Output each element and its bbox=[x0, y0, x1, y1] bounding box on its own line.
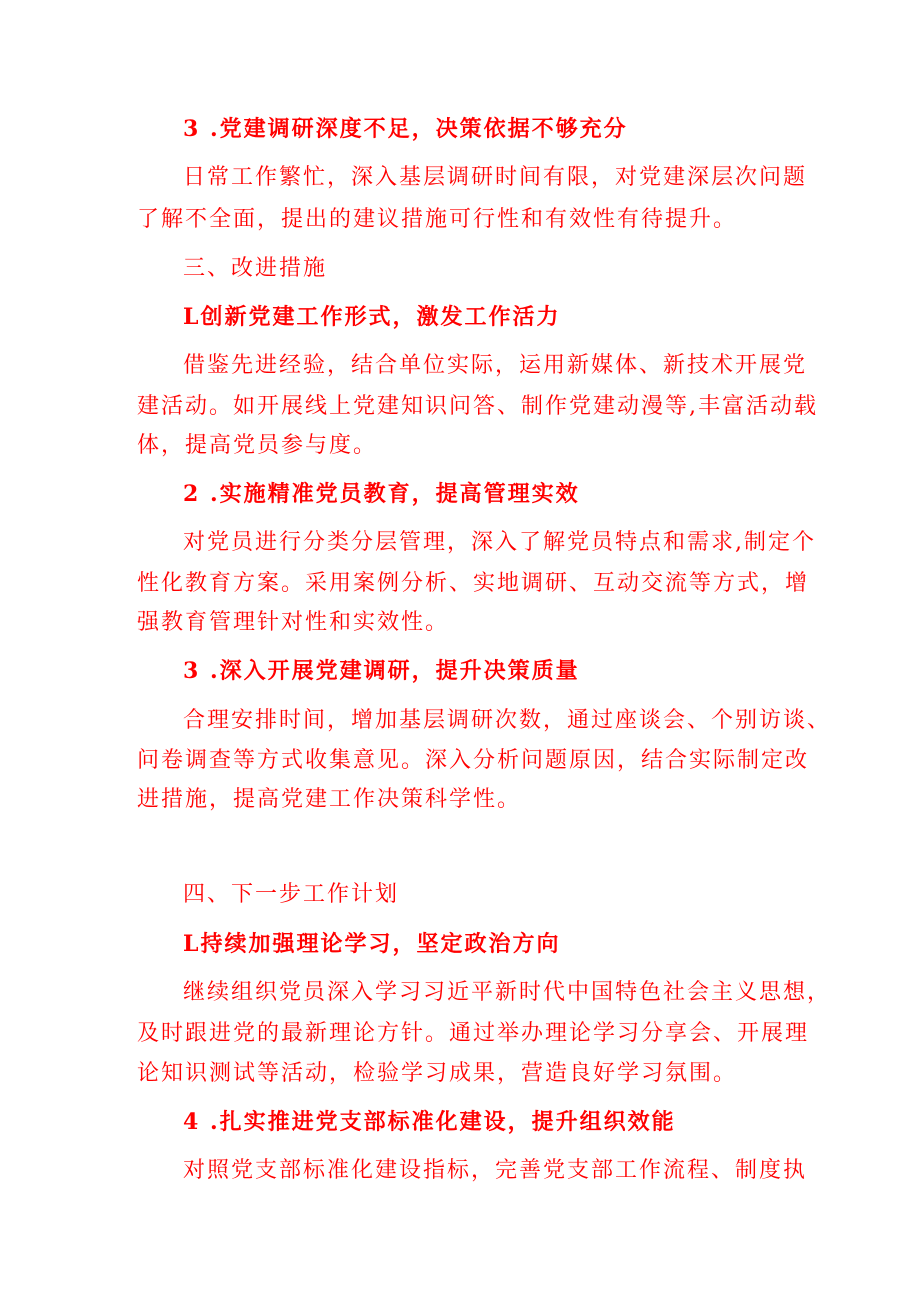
paragraph-line: 强教育管理针对性和实效性。 bbox=[137, 610, 450, 635]
paragraph-line: 对照党支部标准化建设指标，完善党支部工作流程、制度执 bbox=[183, 1158, 808, 1183]
paragraph-line: 及时跟进党的最新理论方针。通过举办理论学习分享会、开展理 bbox=[137, 1021, 810, 1046]
paragraph-line: 继续组织党员深入学习习近平新时代中国特色社会主义思想， bbox=[183, 980, 832, 1005]
paragraph-line: 了解不全面，提出的建议措施可行性和有效性有待提升。 bbox=[137, 207, 738, 232]
paragraph-line: 论知识测试等活动，检验学习成果，营造良好学习氛围。 bbox=[137, 1061, 738, 1086]
paragraph-line: 进措施，提高党建工作决策科学性。 bbox=[137, 787, 522, 812]
section-heading-4: 四、下一步工作计划 bbox=[183, 882, 400, 907]
heading-4-standardization: 4 .扎实推进党支部标准化建设，提升组织效能 bbox=[183, 1109, 676, 1135]
paragraph-line: 性化教育方案。采用案例分析、实地调研、互动交流等方式，增 bbox=[137, 571, 810, 596]
paragraph-line: 建活动。如开展线上党建知识问答、制作党建动漫等,丰富活动载 bbox=[137, 394, 818, 419]
paragraph-line: 日常工作繁忙，深入基层调研时间有限，对党建深层次问题 bbox=[183, 165, 808, 190]
paragraph-line: 合理安排时间，增加基层调研次数，通过座谈会、个别访谈、 bbox=[183, 708, 832, 733]
paragraph-line: 对党员进行分类分层管理，深入了解党员特点和需求,制定个 bbox=[183, 530, 816, 555]
heading-3-survey: 3 .深入开展党建调研，提升决策质量 bbox=[183, 658, 580, 684]
paragraph-line: 借鉴先进经验，结合单位实际，运用新媒体、新技术开展党 bbox=[183, 353, 808, 378]
paragraph-line: 体，提高党员参与度。 bbox=[137, 433, 378, 458]
section-heading-3: 三、改进措施 bbox=[183, 256, 328, 281]
heading-2-education: 2 .实施精准党员教育，提高管理实效 bbox=[183, 481, 580, 507]
heading-3-research: 3 .党建调研深度不足，决策依据不够充分 bbox=[183, 116, 628, 142]
heading-1-innovate: L创新党建工作形式，激发工作活力 bbox=[183, 304, 561, 330]
heading-1-theory: L持续加强理论学习，坚定政治方向 bbox=[183, 931, 561, 957]
paragraph-line: 问卷调查等方式收集意见。深入分析问题原因，结合实际制定改 bbox=[137, 748, 810, 773]
